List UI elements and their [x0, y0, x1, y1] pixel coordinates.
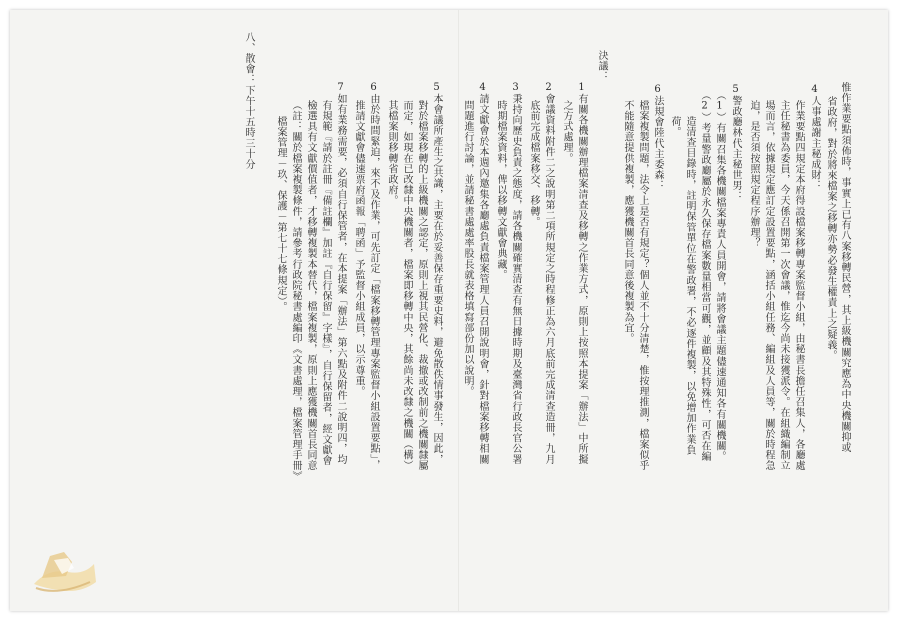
- text-column: 其檔案則移轉省政府。: [386, 100, 397, 206]
- text-column: 檔案管理－玖、保護－第七十七條規定）。: [275, 116, 286, 313]
- adjournment-line: 八、散會：下午十五時三十分: [243, 32, 254, 170]
- text-column: 檢選具有文獻價值者，才移轉複製本替代，檔案複製，原則上應獲機關首長同意: [305, 100, 316, 471]
- text-column: （2）考量警政廳屬於永久保存檔案數量相當可觀，並顧及其特殊性，可否在編: [699, 90, 710, 462]
- text-column: 5本會議所產生之共識，主要在於妥善保存重要史料，避免散佚情事發生，因此，: [431, 82, 442, 465]
- text-column: 7如有業務需要，必須自行保管者，在本提案「辦法」第六點及附件二說明四，均: [335, 82, 346, 465]
- text-column: 4人事處謝主秘成財：: [809, 84, 820, 191]
- text-column: 檔案複製問題，法令上是否有規定？個人並不十分清楚，惟按理推測，檔案似乎: [637, 100, 648, 471]
- page-fold-line: [458, 10, 460, 611]
- text-column: 有規範『請於註冊『備註欄』加註『自行保留』字樣』，自行保留者，經文獻會: [320, 100, 331, 466]
- text-column: 2會議資料附件二之說明第二項所規定之時程修正為六月底前完成清查造冊，九月: [543, 82, 554, 465]
- text-column: 之方式處理。: [561, 100, 572, 164]
- text-column: 4請文獻會於本週內邀集各廳處負責檔案管理人員召開說明會，針對檔案移轉相關: [477, 82, 488, 465]
- text-column: 荷。: [669, 116, 680, 138]
- text-column: 3秉持向歷史負責之態度，請各機關確實清查有無日據時期及臺灣省行政長官公署: [510, 82, 521, 465]
- text-column: 主任秘書為委員，今天係召開第一次會議，惟迄今尚未接獲派令。在組織編制立: [778, 100, 789, 471]
- scanned-document-page: [10, 10, 888, 611]
- text-column: 6法規會陸代主委森：: [652, 84, 663, 191]
- text-column: 場而言，依據規定應訂定設置要點，涵括小組任務、編組及人員等，關於時程急: [763, 100, 774, 471]
- text-column: 底前完成檔案移交、移轉。: [528, 100, 539, 228]
- text-column: （1）有關召集各機關檔案專責人員開會，請將會議主題儘速通知各有關機關。: [714, 90, 725, 462]
- text-column: 時期檔案資料，俾以移轉文獻會典藏。: [495, 100, 506, 281]
- text-column: 對於檔案移轉的上級機關之認定，原則上視其民營化、裁撤或改制前之機關隸屬: [416, 100, 427, 471]
- text-column: 6由於時間緊迫，來不及作業，可先訂定「檔案移轉管理專案監督小組設置要點」，: [368, 82, 379, 471]
- text-column: （註：關於檔案複製條件，請參考行政院秘書處編印《文書處理，檔案管理手冊》: [290, 100, 301, 482]
- text-column: 省政府，對於將來檔案之移轉亦勢必發生權責上之疑義。: [825, 96, 836, 361]
- text-column: 1有關各機關辦理檔案清查及移轉之作業方式，原則上按照本提案「辦法」中所擬: [576, 82, 587, 465]
- text-column: 造清查目錄時，註明保管單位在警政署，不必逐件複製，以免增加作業負: [684, 116, 695, 456]
- resolution-heading: 決議：: [596, 50, 607, 82]
- text-column: 推請文獻會儘速票府函報「聘函」予監督小組成員，以示尊重。: [353, 100, 364, 397]
- text-column: 作業要點四規定本府得設檔案移轉專案監督小組，由秘書長擔任召集人，各廳處: [793, 100, 804, 471]
- archive-logo-icon: [28, 538, 100, 598]
- text-column: 迫，是否須按照規定程序辦理？: [748, 100, 759, 249]
- text-column: 不能隨意提供複製，應獲機關首長同意後複製為宜。: [622, 100, 633, 344]
- text-column: 問題進行討論，並請秘書處處率股長就表格填寫部份加以說明。: [462, 100, 473, 397]
- text-column: 而定，如現在已改隸中央機關者，檔案即移轉中央，其餘尚未改隸之機關（構）: [401, 100, 412, 471]
- text-column: 5警政廳林代主秘世男：: [730, 84, 741, 202]
- text-column: 惟作業要點須佈時，事實上已有八案移轉民營，其上級機關究應為中央機關抑或: [839, 82, 850, 453]
